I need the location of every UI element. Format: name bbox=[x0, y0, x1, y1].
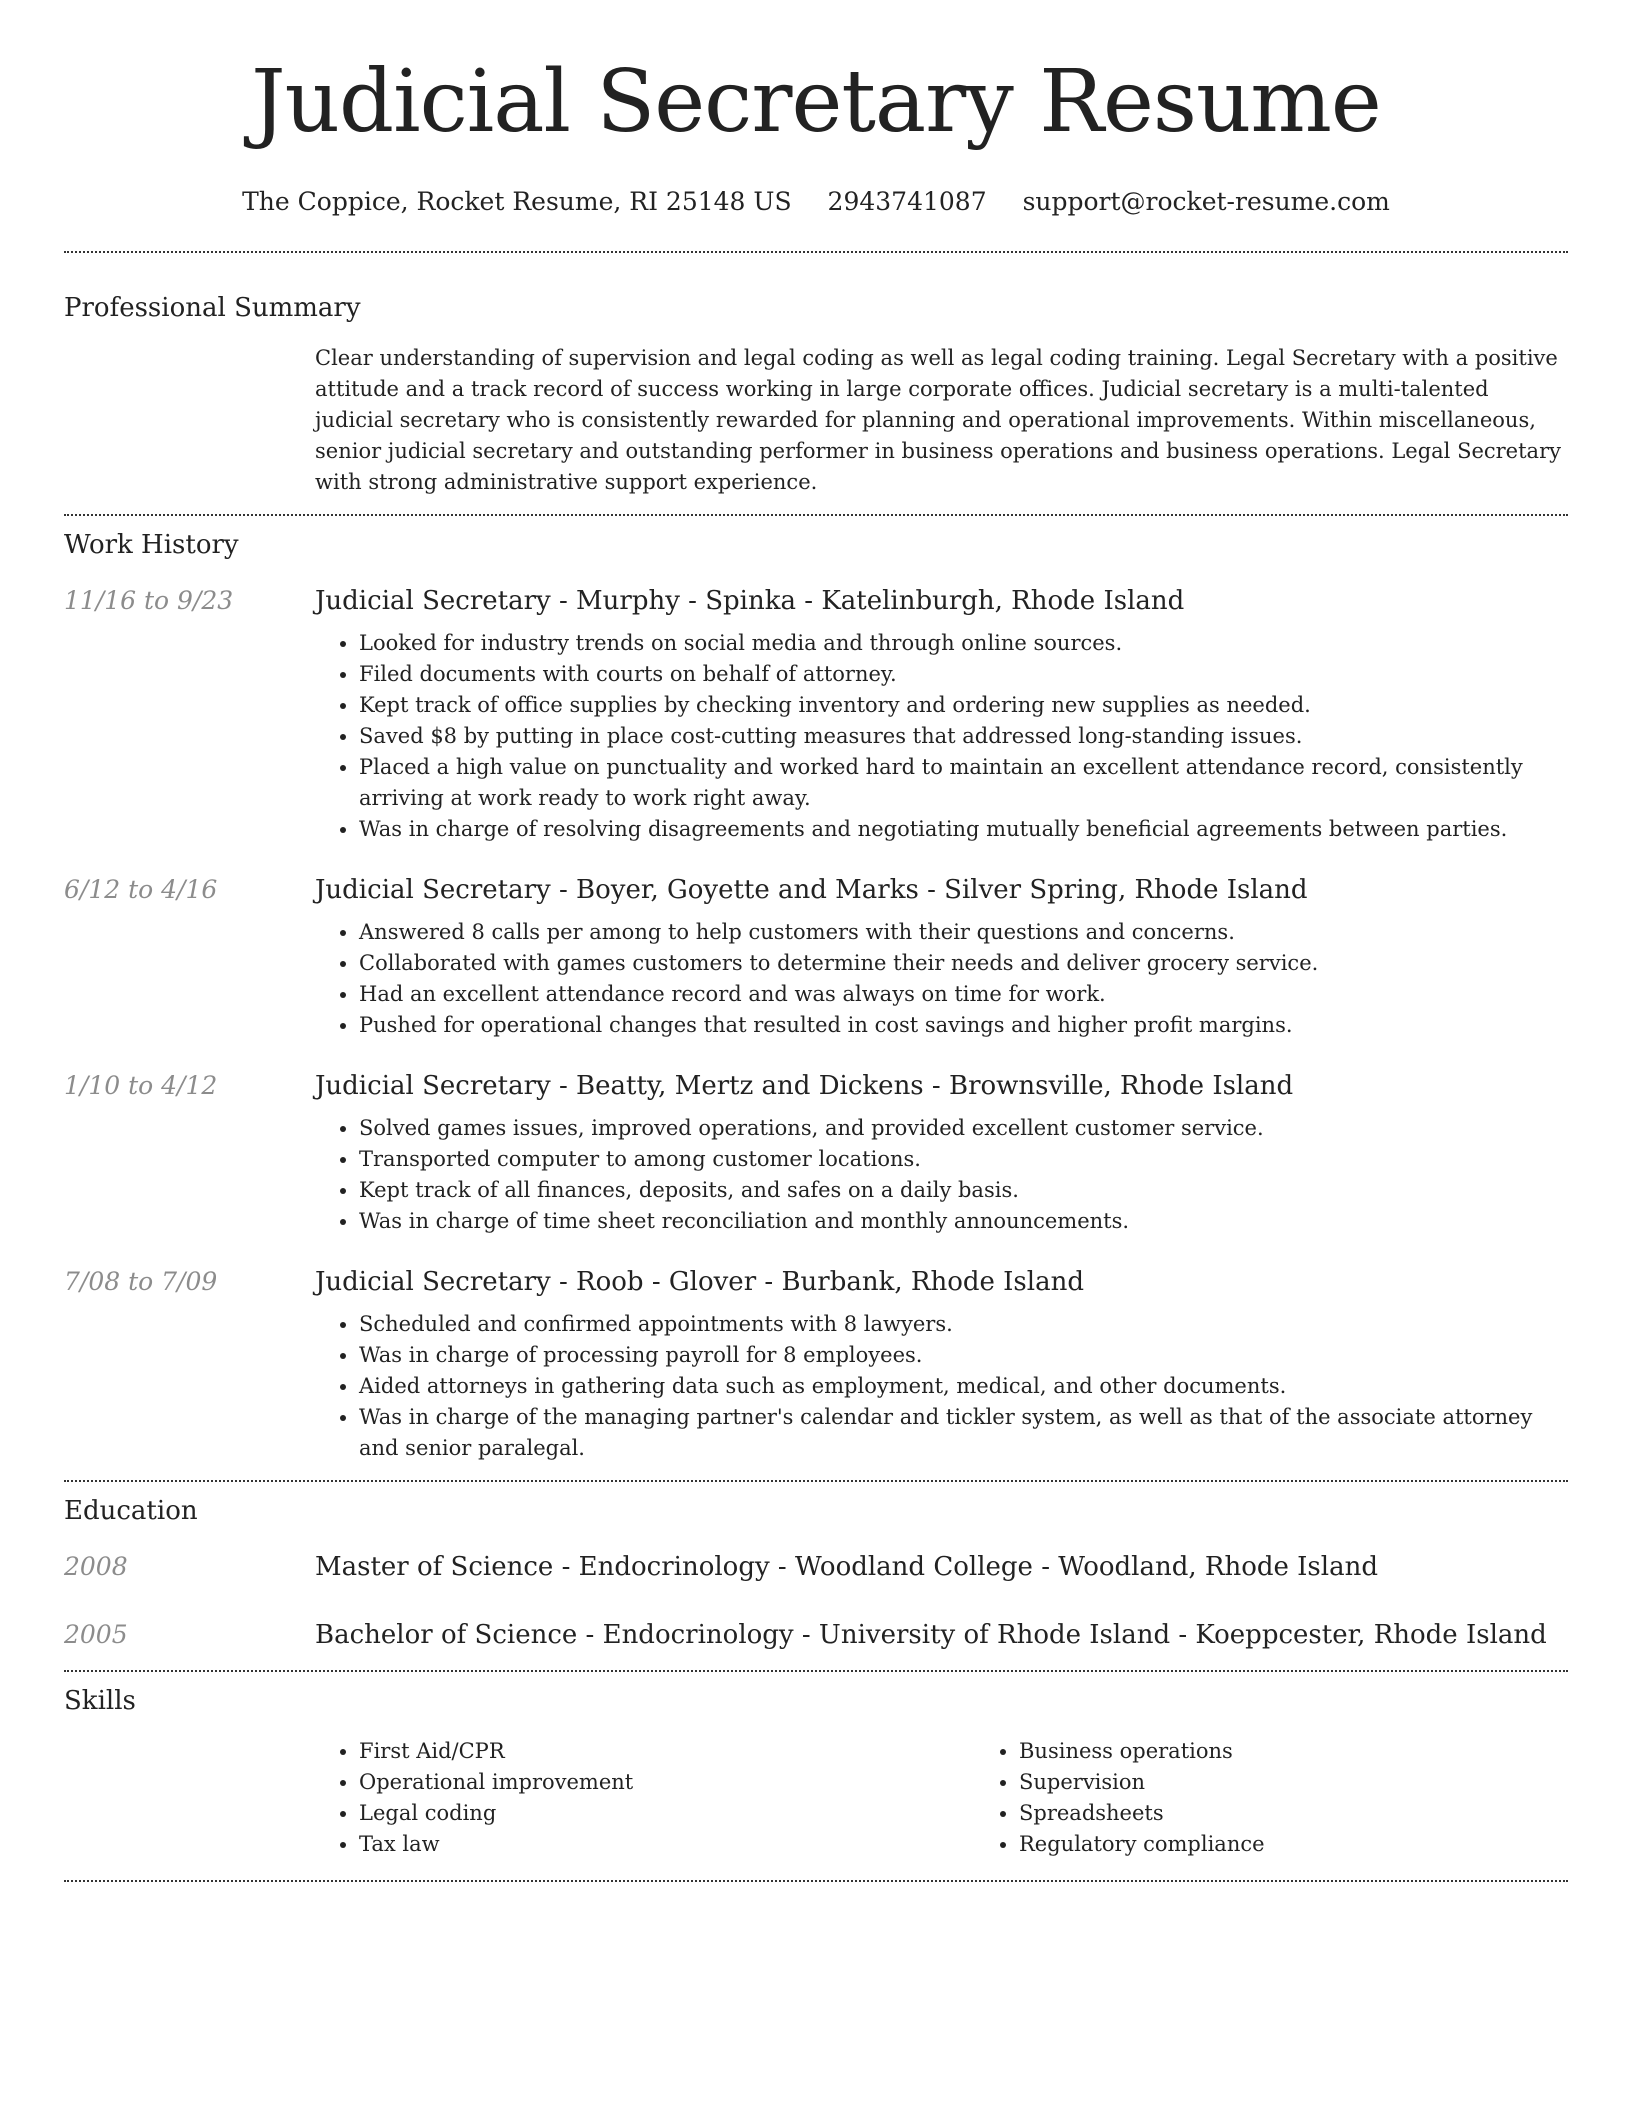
job-dates: 1/10 to 4/12 bbox=[64, 1071, 218, 1100]
contact-phone: 2943741087 bbox=[827, 187, 987, 216]
skills-list-left bbox=[315, 1736, 975, 1860]
job-bullet: • Was in charge of time sheet reconciliation and monthly announcements. bbox=[359, 1206, 1568, 1237]
divider bbox=[64, 251, 1568, 253]
education-text: Master of Science - Endocrinology - Woodland College - Woodland, Rhode Island bbox=[315, 1552, 1378, 1582]
skill-item: • First Aid/CPR bbox=[359, 1736, 975, 1767]
skills-list-right bbox=[975, 1736, 1632, 1860]
skill-item: • Regulatory compliance bbox=[1019, 1829, 1632, 1860]
job-title: Judicial Secretary - Boyer, Goyette and Marks - Silver Spring, Rhode Island bbox=[315, 875, 1308, 905]
contact-line bbox=[64, 186, 1568, 218]
job-bullets bbox=[315, 1309, 1568, 1464]
job-dates: 7/08 to 7/09 bbox=[64, 1267, 218, 1296]
skill-item: • Supervision bbox=[1019, 1767, 1632, 1798]
job-dates: 6/12 to 4/16 bbox=[64, 875, 218, 904]
job-bullet: • Answered 8 calls per among to help customers with their questions and concerns. bbox=[359, 917, 1568, 948]
job-bullets bbox=[315, 917, 1568, 1041]
job-bullet: • Was in charge of processing payroll for 8 employees. bbox=[359, 1340, 1568, 1371]
job-bullet: • Placed a high value on punctuality and worked hard to maintain an excellent attendance record, consistently arriving at work ready to work right away. bbox=[359, 752, 1568, 814]
skills-heading: Skills bbox=[64, 1686, 136, 1716]
job-bullet: • Was in charge of the managing partner's calendar and tickler system, as well as that of the associate attorney and senior paralegal. bbox=[359, 1402, 1568, 1464]
job-bullet: • Saved $8 by putting in place cost-cutting measures that addressed long-standing issues. bbox=[359, 721, 1568, 752]
skill-item: • Spreadsheets bbox=[1019, 1798, 1632, 1829]
job-bullet: • Transported computer to among customer locations. bbox=[359, 1144, 1568, 1175]
skill-item: • Legal coding bbox=[359, 1798, 975, 1829]
job-entry bbox=[64, 1069, 1568, 1237]
job-bullet: • Aided attorneys in gathering data such as employment, medical, and other documents. bbox=[359, 1371, 1568, 1402]
job-entry bbox=[64, 873, 1568, 1041]
skills-left-spacer bbox=[64, 1736, 315, 1860]
contact-email: support@rocket-resume.com bbox=[1022, 187, 1390, 216]
skills-columns bbox=[315, 1736, 1632, 1860]
education-year: 2008 bbox=[64, 1552, 128, 1581]
divider bbox=[64, 514, 1568, 516]
education-heading: Education bbox=[64, 1496, 198, 1526]
job-bullet: • Collaborated with games customers to determine their needs and deliver grocery service. bbox=[359, 948, 1568, 979]
work-heading: Work History bbox=[64, 530, 239, 560]
job-title: Judicial Secretary - Roob - Glover - Burbank, Rhode Island bbox=[315, 1267, 1084, 1297]
divider bbox=[64, 1480, 1568, 1482]
summary-heading: Professional Summary bbox=[64, 293, 361, 323]
job-title: Judicial Secretary - Beatty, Mertz and Dickens - Brownsville, Rhode Island bbox=[315, 1071, 1294, 1101]
job-bullet: • Kept track of office supplies by checking inventory and ordering new supplies as needed. bbox=[359, 690, 1568, 721]
education-year: 2005 bbox=[64, 1620, 128, 1649]
job-title: Judicial Secretary - Murphy - Spinka - Katelinburgh, Rhode Island bbox=[315, 586, 1185, 616]
education-entry bbox=[64, 1550, 1568, 1584]
skill-item: • Operational improvement bbox=[359, 1767, 975, 1798]
job-bullets bbox=[315, 628, 1568, 845]
job-dates: 11/16 to 9/23 bbox=[64, 586, 234, 615]
job-bullet: • Filed documents with courts on behalf of attorney. bbox=[359, 659, 1568, 690]
skill-item: • Business operations bbox=[1019, 1736, 1632, 1767]
education-text: Bachelor of Science - Endocrinology - University of Rhode Island - Koeppcester, Rhode Island bbox=[315, 1620, 1547, 1650]
job-bullet: • Had an excellent attendance record and was always on time for work. bbox=[359, 979, 1568, 1010]
skill-item: • Tax law bbox=[359, 1829, 975, 1860]
job-entry bbox=[64, 1265, 1568, 1464]
job-entry bbox=[64, 584, 1568, 845]
job-bullet: • Solved games issues, improved operations, and provided excellent customer service. bbox=[359, 1113, 1568, 1144]
job-bullet: • Scheduled and confirmed appointments with 8 lawyers. bbox=[359, 1309, 1568, 1340]
job-bullets bbox=[315, 1113, 1568, 1237]
job-bullet: • Kept track of all finances, deposits, and safes on a daily basis. bbox=[359, 1175, 1568, 1206]
job-bullet: • Was in charge of resolving disagreements and negotiating mutually beneficial agreements between parties. bbox=[359, 814, 1568, 845]
divider bbox=[64, 1880, 1568, 1882]
divider bbox=[64, 1670, 1568, 1672]
education-entry bbox=[64, 1618, 1568, 1652]
job-bullet: • Pushed for operational changes that resulted in cost savings and higher profit margins. bbox=[359, 1010, 1568, 1041]
job-bullet: • Looked for industry trends on social media and through online sources. bbox=[359, 628, 1568, 659]
summary-text: Clear understanding of supervision and legal coding as well as legal coding training. Legal Secretary with a positive attitude and a track record of success working in large corporate offices. Judicial secretary is a multi-talented judicial secretary who is consistently rewarded for planning and operational improvements. Within miscellaneous, senior judicial secretary and outstanding performer in business operations and business operations. Legal Secretary with strong administrative support experience. bbox=[315, 346, 1561, 494]
contact-address: The Coppice, Rocket Resume, RI 25148 US bbox=[242, 187, 792, 216]
resume-title: Judicial Secretary Resume bbox=[251, 52, 1381, 152]
summary-left-spacer bbox=[64, 343, 315, 498]
